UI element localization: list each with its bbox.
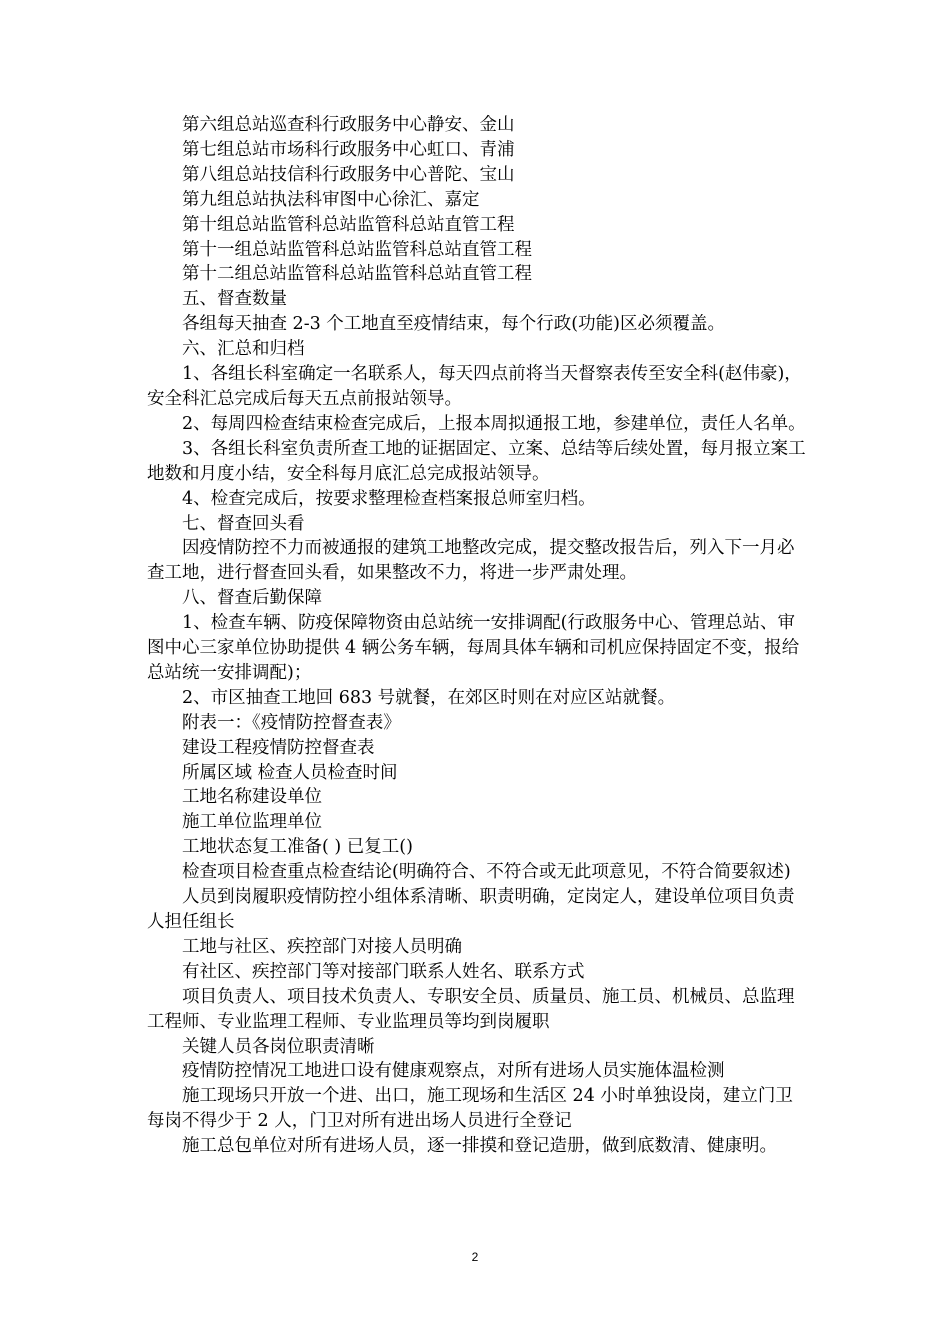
- paragraph: 3、各组长科室负责所查工地的证据固定、立案、总结等后续处置，每月报立案工地数和月度小结，安全科每月底汇总完成报站领导。: [147, 438, 806, 484]
- paragraph: 第九组总站执法科审图中心徐汇、嘉定: [182, 189, 480, 210]
- form-row: 施工总包单位对所有进场人员，逐一排摸和登记造册，做到底数清、健康明。: [182, 1136, 777, 1157]
- paragraph: 第十组总站监管科总站监管科总站直管工程: [182, 214, 515, 235]
- form-row: 工地名称建设单位: [182, 787, 322, 808]
- form-title: 建设工程疫情防控督查表: [182, 737, 375, 758]
- form-row: 项目负责人、项目技术负责人、专职安全员、质量员、施工员、机械员、总监理工程师、专业监理工程师、专业监理员等均到岗履职: [147, 986, 795, 1032]
- paragraph: 各组每天抽查 2-3 个工地直至疫情结束，每个行政(功能)区必须覆盖。: [182, 314, 725, 335]
- appendix-title: 附表一：《疫情防控督查表》: [182, 712, 401, 733]
- form-row: 工地状态复工准备( ) 已复工(): [182, 837, 413, 858]
- paragraph: 第十二组总站监管科总站监管科总站直管工程: [182, 264, 532, 285]
- section-heading: 七、督查回头看: [182, 513, 305, 534]
- paragraph: 第八组总站技信科行政服务中心普陀、宝山: [182, 164, 515, 185]
- paragraph: 第六组总站巡查科行政服务中心静安、金山: [182, 115, 515, 135]
- form-row: 疫情防控情况工地进口设有健康观察点，对所有进场人员实施体温检测: [182, 1061, 725, 1082]
- form-row: 关键人员各岗位职责清晰: [182, 1036, 375, 1057]
- form-row: 施工单位监理单位: [182, 812, 322, 833]
- section-heading: 八、督查后勤保障: [182, 588, 322, 609]
- page-number: 2: [471, 1250, 479, 1264]
- paragraph: 2、市区抽查工地回 683 号就餐，在郊区时则在对应区站就餐。: [182, 687, 676, 708]
- section-heading: 六、汇总和归档: [182, 339, 305, 360]
- form-row: 检查项目检查重点检查结论(明确符合、不符合或无此项意见，不符合简要叙述): [182, 862, 791, 883]
- section-heading: 五、督查数量: [182, 289, 287, 310]
- paragraph: 1、检查车辆、防疫保障物资由总站统一安排调配(行政服务中心、管理总站、审图中心三家单位协助提供 4 辆公务车辆，每周具体车辆和司机应保持固定不变，报给总站统一安排调配)；: [147, 613, 800, 683]
- form-row: 人员到岗履职疫情防控小组体系清晰、职责明确，定岗定人，建设单位项目负责人担任组长: [147, 887, 795, 932]
- paragraph: 2、每周四检查结束检查完成后，上报本周拟通报工地，参建单位，责任人名单。: [182, 413, 806, 434]
- paragraph: 第十一组总站监管科总站监管科总站直管工程: [182, 239, 532, 260]
- paragraph: 4、检查完成后，按要求整理检查档案报总师室归档。: [182, 488, 596, 509]
- form-row: 施工现场只开放一个进、出口，施工现场和生活区 24 小时单独设岗，建立门卫每岗不得少于 2 人，门卫对所有进出场人员进行全登记: [147, 1086, 793, 1132]
- form-row: 工地与社区、疾控部门对接人员明确: [182, 936, 462, 957]
- paragraph: 第七组总站市场科行政服务中心虹口、青浦: [182, 139, 515, 160]
- paragraph: 1、各组长科室确定一名联系人，每天四点前将当天督察表传至安全科(赵伟豪)，安全科汇总完成后每天五点前报站领导。: [147, 364, 802, 409]
- form-row: 所属区域 检查人员检查时间: [182, 762, 398, 783]
- form-row: 有社区、疾控部门等对接部门联系人姓名、联系方式: [182, 961, 585, 982]
- paragraph: 因疫情防控不力而被通报的建筑工地整改完成，提交整改报告后，列入下一月必查工地，进行督查回头看，如果整改不力，将进一步严肃处理。: [147, 538, 795, 584]
- document-body: [147, 113, 809, 1159]
